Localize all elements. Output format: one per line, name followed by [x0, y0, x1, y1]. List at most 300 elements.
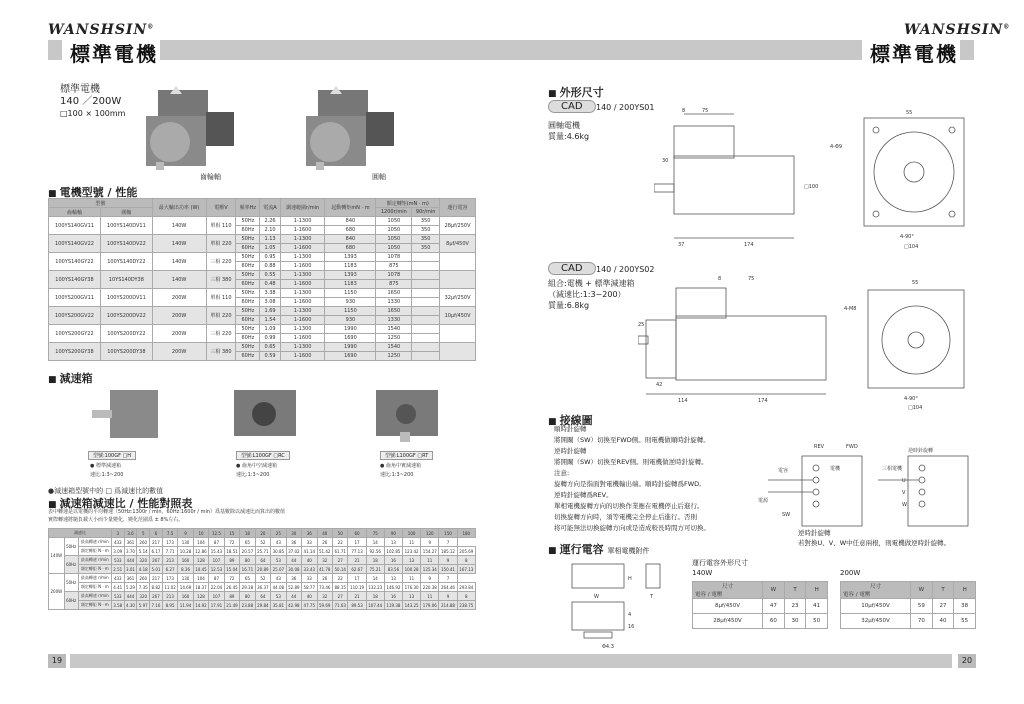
spec-round-model: 100YS200DY22 [100, 325, 152, 343]
ratio-label: 最高轉速 r/min [78, 574, 111, 583]
ratio-cell: 102.85 [384, 547, 402, 556]
ratio-cell: 87 [209, 574, 224, 583]
cap-table-200-title: 200W [840, 569, 861, 577]
ratio-cell: 150.41 [439, 565, 457, 574]
ratio-cell: 26 [317, 574, 332, 583]
ratio-cell: 361 [124, 538, 137, 547]
ratio-cell: 44 [286, 556, 301, 565]
cap-cell: 40 [932, 614, 954, 629]
cap-cell: 55 [954, 614, 976, 629]
ratio-col: 60 [348, 529, 366, 538]
ratio-label: 最高轉速 r/min [78, 592, 111, 601]
cap-phi: Φ4.3 [602, 644, 614, 650]
ratio-cell: 5.01 [151, 566, 161, 572]
ratio-cell: 5.97 [138, 602, 148, 608]
ratio-cell: 92.56 [366, 547, 384, 556]
wiring-line: 將開關（SW）切換至REV側。則電機做逆時針旋轉。 [554, 458, 708, 466]
spec-start-torque: 1690 [325, 352, 376, 361]
cap-t: T [650, 594, 654, 600]
cap-dims-title: 運行電容外形尺寸 [692, 559, 748, 567]
ratio-cell: 11 [403, 574, 421, 583]
spec-t90 [412, 316, 440, 325]
th-rated-torque: 額定轉矩(mN · m) [376, 199, 440, 208]
spec-start-torque: 1150 [325, 289, 376, 298]
spec-current: 1.09 [260, 325, 280, 334]
gearbox-desc-hollow: ● 齒角中空減速箱 速比:1:3~200 [236, 463, 277, 478]
product-size: □100 × 100mm [60, 109, 126, 118]
ratio-cell: 10.45 [193, 565, 208, 574]
cap-cell: 10μf/450V [841, 599, 911, 614]
ratio-col: 30 [286, 529, 301, 538]
ratio-cell: 7 [439, 574, 457, 583]
product-info [60, 84, 125, 120]
spec-row [49, 289, 476, 298]
product-power: 140 ／200W [60, 96, 122, 107]
spec-current: 0.99 [260, 334, 280, 343]
ratio-cell: 77.13 [348, 547, 366, 556]
spec-t90 [412, 325, 440, 334]
header-bar-end [960, 40, 974, 60]
spec-voltage: 單相 110 [206, 217, 236, 235]
spec-t90: 350 [412, 235, 440, 244]
ratio-cell: 107 [209, 556, 224, 565]
wiring-cap: 電容 [778, 468, 789, 474]
ratio-cell: 26.45 [224, 583, 239, 592]
spec-gear-model: 100YS140GY22 [49, 253, 101, 271]
cad1-tag: CAD [548, 100, 596, 113]
ratio-cell: 80 [240, 592, 255, 601]
spec-current: 0.65 [260, 343, 280, 352]
ratio-cell: 17 [348, 538, 366, 547]
spec-current: 1.13 [260, 235, 280, 244]
cap-cell: 23 [784, 599, 806, 614]
ratio-cell: 15.43 [209, 547, 224, 556]
th-current: 電流A [260, 199, 280, 217]
wiring-text [554, 424, 754, 534]
spec-capacitor: 28μf/250V [440, 217, 476, 235]
spec-round-model: 100YS200DV22 [100, 307, 152, 325]
ratio-cell: 173 [162, 538, 177, 547]
ratio-cell: 119.38 [384, 601, 402, 610]
cap-header: T [784, 582, 806, 599]
ratio-col: 36 [302, 529, 317, 538]
spec-current: 3.08 [260, 298, 280, 307]
spec-gear-model: 100YS200GY22 [49, 325, 101, 343]
gearbox-desc-solid: ● 齒角中實減速箱 速比:1:3~200 [380, 463, 421, 478]
spec-range: 1-1300 [280, 343, 325, 352]
ratio-cell: 4.18 [138, 566, 148, 572]
ratio-row [49, 565, 476, 574]
cap-table-140 [692, 581, 828, 629]
wiring-line: 順時針旋轉 [554, 425, 587, 433]
dim-8: 8 [682, 108, 686, 114]
ratio-cell: 33 [302, 574, 317, 583]
wiring-sw: SW [782, 512, 791, 518]
dim-174: 174 [744, 242, 754, 248]
ratio-cell: 15.04 [224, 565, 239, 574]
ratio-cell: 110.19 [348, 583, 366, 592]
right-page [512, 0, 1024, 704]
ratio-cell: 13 [384, 574, 402, 583]
ratio-cell: 29.84 [255, 601, 270, 610]
spec-current: 1.05 [260, 244, 280, 253]
ratio-cell: 27 [332, 592, 347, 601]
cap-cell: 27 [932, 599, 954, 614]
th-round-shaft: 圓軸 [100, 208, 152, 217]
ratio-cell: 80 [240, 556, 255, 565]
spec-capacitor: 32μf/250V [440, 289, 476, 307]
footer-bar-right [512, 654, 952, 668]
ratio-col: 9 [178, 529, 193, 538]
ratio-row [49, 574, 476, 583]
ratio-cell: 13 [403, 556, 421, 565]
spec-freq: 50Hz [236, 289, 260, 298]
gearbox-type-solid: 型號:L100GF □RT [380, 451, 433, 460]
spec-row [49, 325, 476, 334]
ratio-cell: 9 [439, 556, 457, 565]
ratio-cell: 107.44 [366, 601, 384, 610]
spec-range: 1-1300 [280, 307, 325, 316]
cap-cell: 30 [784, 614, 806, 629]
spec-t1200: 1540 [376, 343, 412, 352]
spec-t1200: 1050 [376, 244, 412, 253]
ratio-cell: 433 [111, 574, 124, 583]
spec-freq: 60Hz [236, 334, 260, 343]
ratio-cell: 12.53 [209, 565, 224, 574]
ratio-col: 25 [271, 529, 286, 538]
spec-range: 1-1600 [280, 226, 325, 235]
spec-freq: 60Hz [236, 352, 260, 361]
ratio-cell: 14.92 [193, 601, 208, 610]
spec-current: 0.55 [260, 271, 280, 280]
ratio-cell: 6.17 [151, 548, 161, 554]
spec-freq: 50Hz [236, 271, 260, 280]
ratio-cell: 23.88 [240, 601, 255, 610]
dim2-114: 114 [678, 398, 688, 404]
cap-table-200 [840, 581, 976, 629]
ratio-cell: 12.86 [193, 547, 208, 556]
ratio-col: 100 [403, 529, 421, 538]
spec-voltage: 單相 220 [206, 235, 236, 253]
page-number-right: 20 [958, 654, 976, 668]
ratio-col: 15 [224, 529, 239, 538]
spec-round-model: 100YS140DY22 [100, 253, 152, 271]
ratio-freq: 50Hz [64, 574, 78, 592]
brand-logo: WANSHSIN® [48, 22, 155, 38]
ratio-cell: 61.71 [332, 547, 347, 556]
spec-voltage: 單相 220 [206, 307, 236, 325]
ratio-cell: 160 [178, 556, 193, 565]
ratio-col: 120 [421, 529, 439, 538]
ratio-cell: 16.71 [240, 565, 255, 574]
ratio-cell: 444 [124, 556, 137, 565]
ratio-label: 額定轉矩 N · m [78, 583, 111, 592]
ratio-cell: 167.13 [457, 565, 475, 574]
spec-capacitor [440, 325, 476, 343]
gearbox-desc-standard: ● 標準減速箱 速比:1:3~200 [90, 463, 124, 478]
spec-row [49, 253, 476, 262]
ratio-cell: 51.42 [317, 547, 332, 556]
ratio-cell: 52 [255, 538, 270, 547]
ratio-cell: 260 [137, 538, 150, 547]
spec-capacitor [440, 343, 476, 361]
spec-gear-model: 100YS140GY38 [49, 271, 101, 289]
spec-capacitor: 10μf/450V [440, 307, 476, 325]
ratio-row [49, 601, 476, 610]
ratio-cell: 320 [137, 592, 150, 601]
ratio-cell: 104 [193, 538, 208, 547]
th-90: 90r/min [412, 208, 440, 217]
wiring-line: 将可能無法切換旋轉方向或是造成較長時間方可切換。 [554, 524, 710, 532]
spec-round-model: 100YS140DV11 [100, 217, 152, 235]
ratio-cell: 32 [317, 556, 332, 565]
ratio-freq: 60Hz [64, 556, 78, 574]
spec-power: 200W [152, 343, 206, 361]
spec-start-torque: 1393 [325, 271, 376, 280]
ratio-cell: 7 [439, 538, 457, 547]
ratio-col: 20 [255, 529, 270, 538]
ratio-cell: 320 [137, 556, 150, 565]
spec-row [49, 217, 476, 226]
ratio-cell: 18 [366, 592, 384, 601]
spec-t1200: 1330 [376, 316, 412, 325]
ratio-power: 140W [49, 538, 65, 574]
spec-freq: 60Hz [236, 280, 260, 289]
ratio-cell: 30.08 [286, 565, 301, 574]
wiring-line: 逆時針旋轉 [554, 447, 587, 455]
ratio-cell: 37.02 [286, 547, 301, 556]
ratio-cell: 264.46 [439, 583, 457, 592]
spec-voltage: 三相 220 [206, 325, 236, 343]
ratio-cell: 83.56 [384, 565, 402, 574]
ratio-cell: 8 [457, 592, 475, 601]
ratio-col: 6 [150, 529, 163, 538]
spec-start-torque: 1690 [325, 334, 376, 343]
spec-voltage: 三相 380 [206, 271, 236, 289]
dim2-75: 75 [748, 276, 755, 282]
ratio-cell: 185.12 [439, 547, 457, 556]
ratio-cell: 21.49 [224, 601, 239, 610]
dim2-4m8: 4-M8 [844, 306, 857, 312]
ratio-cell: 130 [178, 538, 193, 547]
ratio-cell: 41.78 [317, 565, 332, 574]
gearbox-note: ●減速箱型號中的 □ 爲減速比的數值 [48, 487, 164, 495]
ratio-cell: 17.91 [209, 601, 224, 610]
th-speed-range: 調速範圍r/min [280, 199, 325, 217]
photo-caption-round: 圓軸 [372, 173, 386, 181]
ratio-cell: 7.16 [151, 602, 161, 608]
ratio-cell: 2.51 [113, 566, 123, 572]
spec-t90: 350 [412, 244, 440, 253]
ratio-col: 180 [457, 529, 475, 538]
spec-range: 1-1600 [280, 352, 325, 361]
spec-t90 [412, 307, 440, 316]
ratio-cell: 22.04 [209, 583, 224, 592]
spec-t1200: 1330 [376, 298, 412, 307]
ratio-cell: 43 [271, 538, 286, 547]
spec-t90: 350 [412, 226, 440, 235]
ratio-label: 額定轉矩 N · m [78, 601, 111, 610]
spec-current: 0.88 [260, 262, 280, 271]
spec-range: 1-1300 [280, 253, 325, 262]
ratio-col: 12.5 [209, 529, 224, 538]
ratio-cell: 260 [137, 574, 150, 583]
spec-range: 1-1600 [280, 316, 325, 325]
spec-capacitor [440, 253, 476, 271]
ratio-cell: 44.08 [271, 583, 286, 592]
ratio-cell: 9 [439, 592, 457, 601]
dim-37: 37 [678, 242, 685, 248]
cap-table-140-title: 140W [692, 569, 713, 577]
ratio-cell: 35.81 [271, 601, 286, 610]
spec-current: 0.95 [260, 253, 280, 262]
ratio-cell: 17 [348, 574, 366, 583]
wiring-line: 逆時針旋轉爲REV。 [554, 491, 613, 499]
ratio-cell: 89 [224, 592, 239, 601]
spec-power: 140W [152, 235, 206, 253]
section-dims-title: ■ 外形尺寸 [548, 84, 604, 100]
ratio-cell: 533 [111, 556, 124, 565]
ratio-cell: 8.82 [151, 584, 161, 590]
spec-freq: 50Hz [236, 307, 260, 316]
wiring-diagram [758, 440, 984, 540]
product-name: 標準電機 [60, 84, 100, 95]
ratio-label: 額定轉矩 N · m [78, 565, 111, 574]
ratio-cell: 11 [421, 592, 439, 601]
ratio-cell: 52 [255, 574, 270, 583]
spec-t1200: 1078 [376, 271, 412, 280]
dim2-490: 4-90° [904, 396, 918, 402]
cad2-drawing [638, 270, 998, 410]
ratio-cell: 146.92 [384, 583, 402, 592]
spec-range: 1-1300 [280, 271, 325, 280]
spec-t1200: 1250 [376, 352, 412, 361]
ratio-cell: 205.69 [457, 547, 475, 556]
ratio-cell: 21 [348, 556, 366, 565]
ratio-cell: 89.53 [348, 601, 366, 610]
ratio-cell: 75.21 [366, 565, 384, 574]
ratio-cell: 130 [178, 574, 193, 583]
dim-490: 4-90° [900, 234, 914, 240]
spec-freq: 60Hz [236, 316, 260, 325]
ratio-cell: 143.25 [403, 601, 421, 610]
ratio-cell: 14 [366, 538, 384, 547]
cap-corner: 電容 / 電壓 [843, 592, 871, 598]
spec-gear-model: 100YS200GV22 [49, 307, 101, 325]
ratio-cell: 433 [111, 538, 124, 547]
th-1200: 1200r/min [376, 208, 412, 217]
ratio-cell: 50.14 [332, 565, 347, 574]
ratio-header-label: 減速比 [49, 529, 112, 538]
spec-start-torque: 840 [325, 235, 376, 244]
th-power: 最大輸出功率 (W) [152, 199, 206, 217]
ratio-row [49, 556, 476, 565]
ratio-cell: 88.15 [332, 583, 347, 592]
spec-current: 1.54 [260, 316, 280, 325]
spec-start-torque: 930 [325, 298, 376, 307]
wiring-line: 切換旋轉方向時，須等電機完全停止后進行。否則 [554, 513, 697, 521]
cap-4: 4 [628, 612, 632, 618]
spec-voltage: 三相 220 [206, 253, 236, 271]
ratio-cell: 220.38 [421, 583, 439, 592]
wiring-line: 旋轉方向是指面對電機輸出端。順時針旋轉爲FWD, [554, 480, 702, 488]
ratio-cell: 3.70 [126, 548, 135, 554]
ratio-cell: 125.34 [421, 565, 439, 574]
ratio-cell: 65 [240, 574, 255, 583]
ratio-cell: 214.88 [439, 601, 457, 610]
dim-75: 75 [702, 108, 709, 114]
ratio-cell: 3.01 [126, 566, 135, 572]
spec-power: 200W [152, 325, 206, 343]
spec-freq: 60Hz [236, 244, 260, 253]
cad1-drawing [654, 108, 994, 258]
wiring-ccw-note: 逆時針旋轉 若對換U、V、W中任意兩根，則電機做逆時針旋轉。 [798, 529, 951, 547]
ratio-col: 40 [317, 529, 332, 538]
ratio-cell: 52.89 [286, 583, 301, 592]
cap-header: H [954, 582, 976, 599]
spec-t90 [412, 271, 440, 280]
spec-t1200: 875 [376, 280, 412, 289]
ratio-row [49, 583, 476, 592]
cap-header: W [763, 582, 785, 599]
dim-104: □104 [904, 244, 919, 250]
ratio-label: 最高轉速 r/min [78, 556, 111, 565]
ratio-cell: 21 [348, 592, 366, 601]
header-bar [48, 40, 62, 60]
ratio-cell: 14.69 [178, 583, 193, 592]
dim-55: 55 [906, 110, 913, 116]
spec-row [49, 343, 476, 352]
ratio-cell: 44 [286, 592, 301, 601]
spec-range: 1-1600 [280, 244, 325, 253]
ratio-cell: 22 [332, 574, 347, 583]
wiring-three: 三相電機 [882, 466, 903, 472]
ratio-note-2: 實際轉速將隨負載大小而少量變化，變化范圍爲 ± 8%左右。 [48, 517, 184, 523]
ratio-cell: 27 [332, 556, 347, 565]
ratio-cell: 7.71 [162, 547, 177, 556]
spec-start-torque: 680 [325, 226, 376, 235]
spec-freq: 60Hz [236, 298, 260, 307]
spec-start-torque: 840 [325, 217, 376, 226]
spec-round-model: 100YS200DV11 [100, 289, 152, 307]
spec-range: 1-1300 [280, 235, 325, 244]
ratio-cell: 238.75 [457, 601, 475, 610]
dim2-104: □104 [908, 405, 923, 410]
ratio-cell: 100.28 [403, 565, 421, 574]
spec-capacitor [440, 271, 476, 289]
spec-t90 [412, 298, 440, 307]
ratio-cell: 107 [209, 592, 224, 601]
cap-w: W [594, 594, 599, 600]
th-freq: 頻率Hz [236, 199, 260, 217]
ratio-cell: 123.42 [403, 547, 421, 556]
gearbox-type-standard: 型號:100GF □H [88, 451, 136, 460]
cap-cell: 70 [911, 614, 933, 629]
section-cap-title: ■ 運行電容 單相電機附件 [548, 541, 649, 557]
spec-power: 200W [152, 307, 206, 325]
cap-h: H [628, 576, 632, 582]
ratio-cell: 33.43 [302, 565, 317, 574]
ratio-cell: 58.77 [302, 583, 317, 592]
wiring-motor: 電機 [830, 466, 841, 472]
ratio-col: 50 [332, 529, 347, 538]
spec-current: 1.69 [260, 307, 280, 316]
ratio-cell: 72 [224, 538, 239, 547]
ratio-label: 最高轉速 r/min [78, 538, 111, 547]
ratio-col: 7.5 [162, 529, 177, 538]
dim2-42: 42 [656, 382, 663, 388]
cap-row [693, 599, 828, 614]
